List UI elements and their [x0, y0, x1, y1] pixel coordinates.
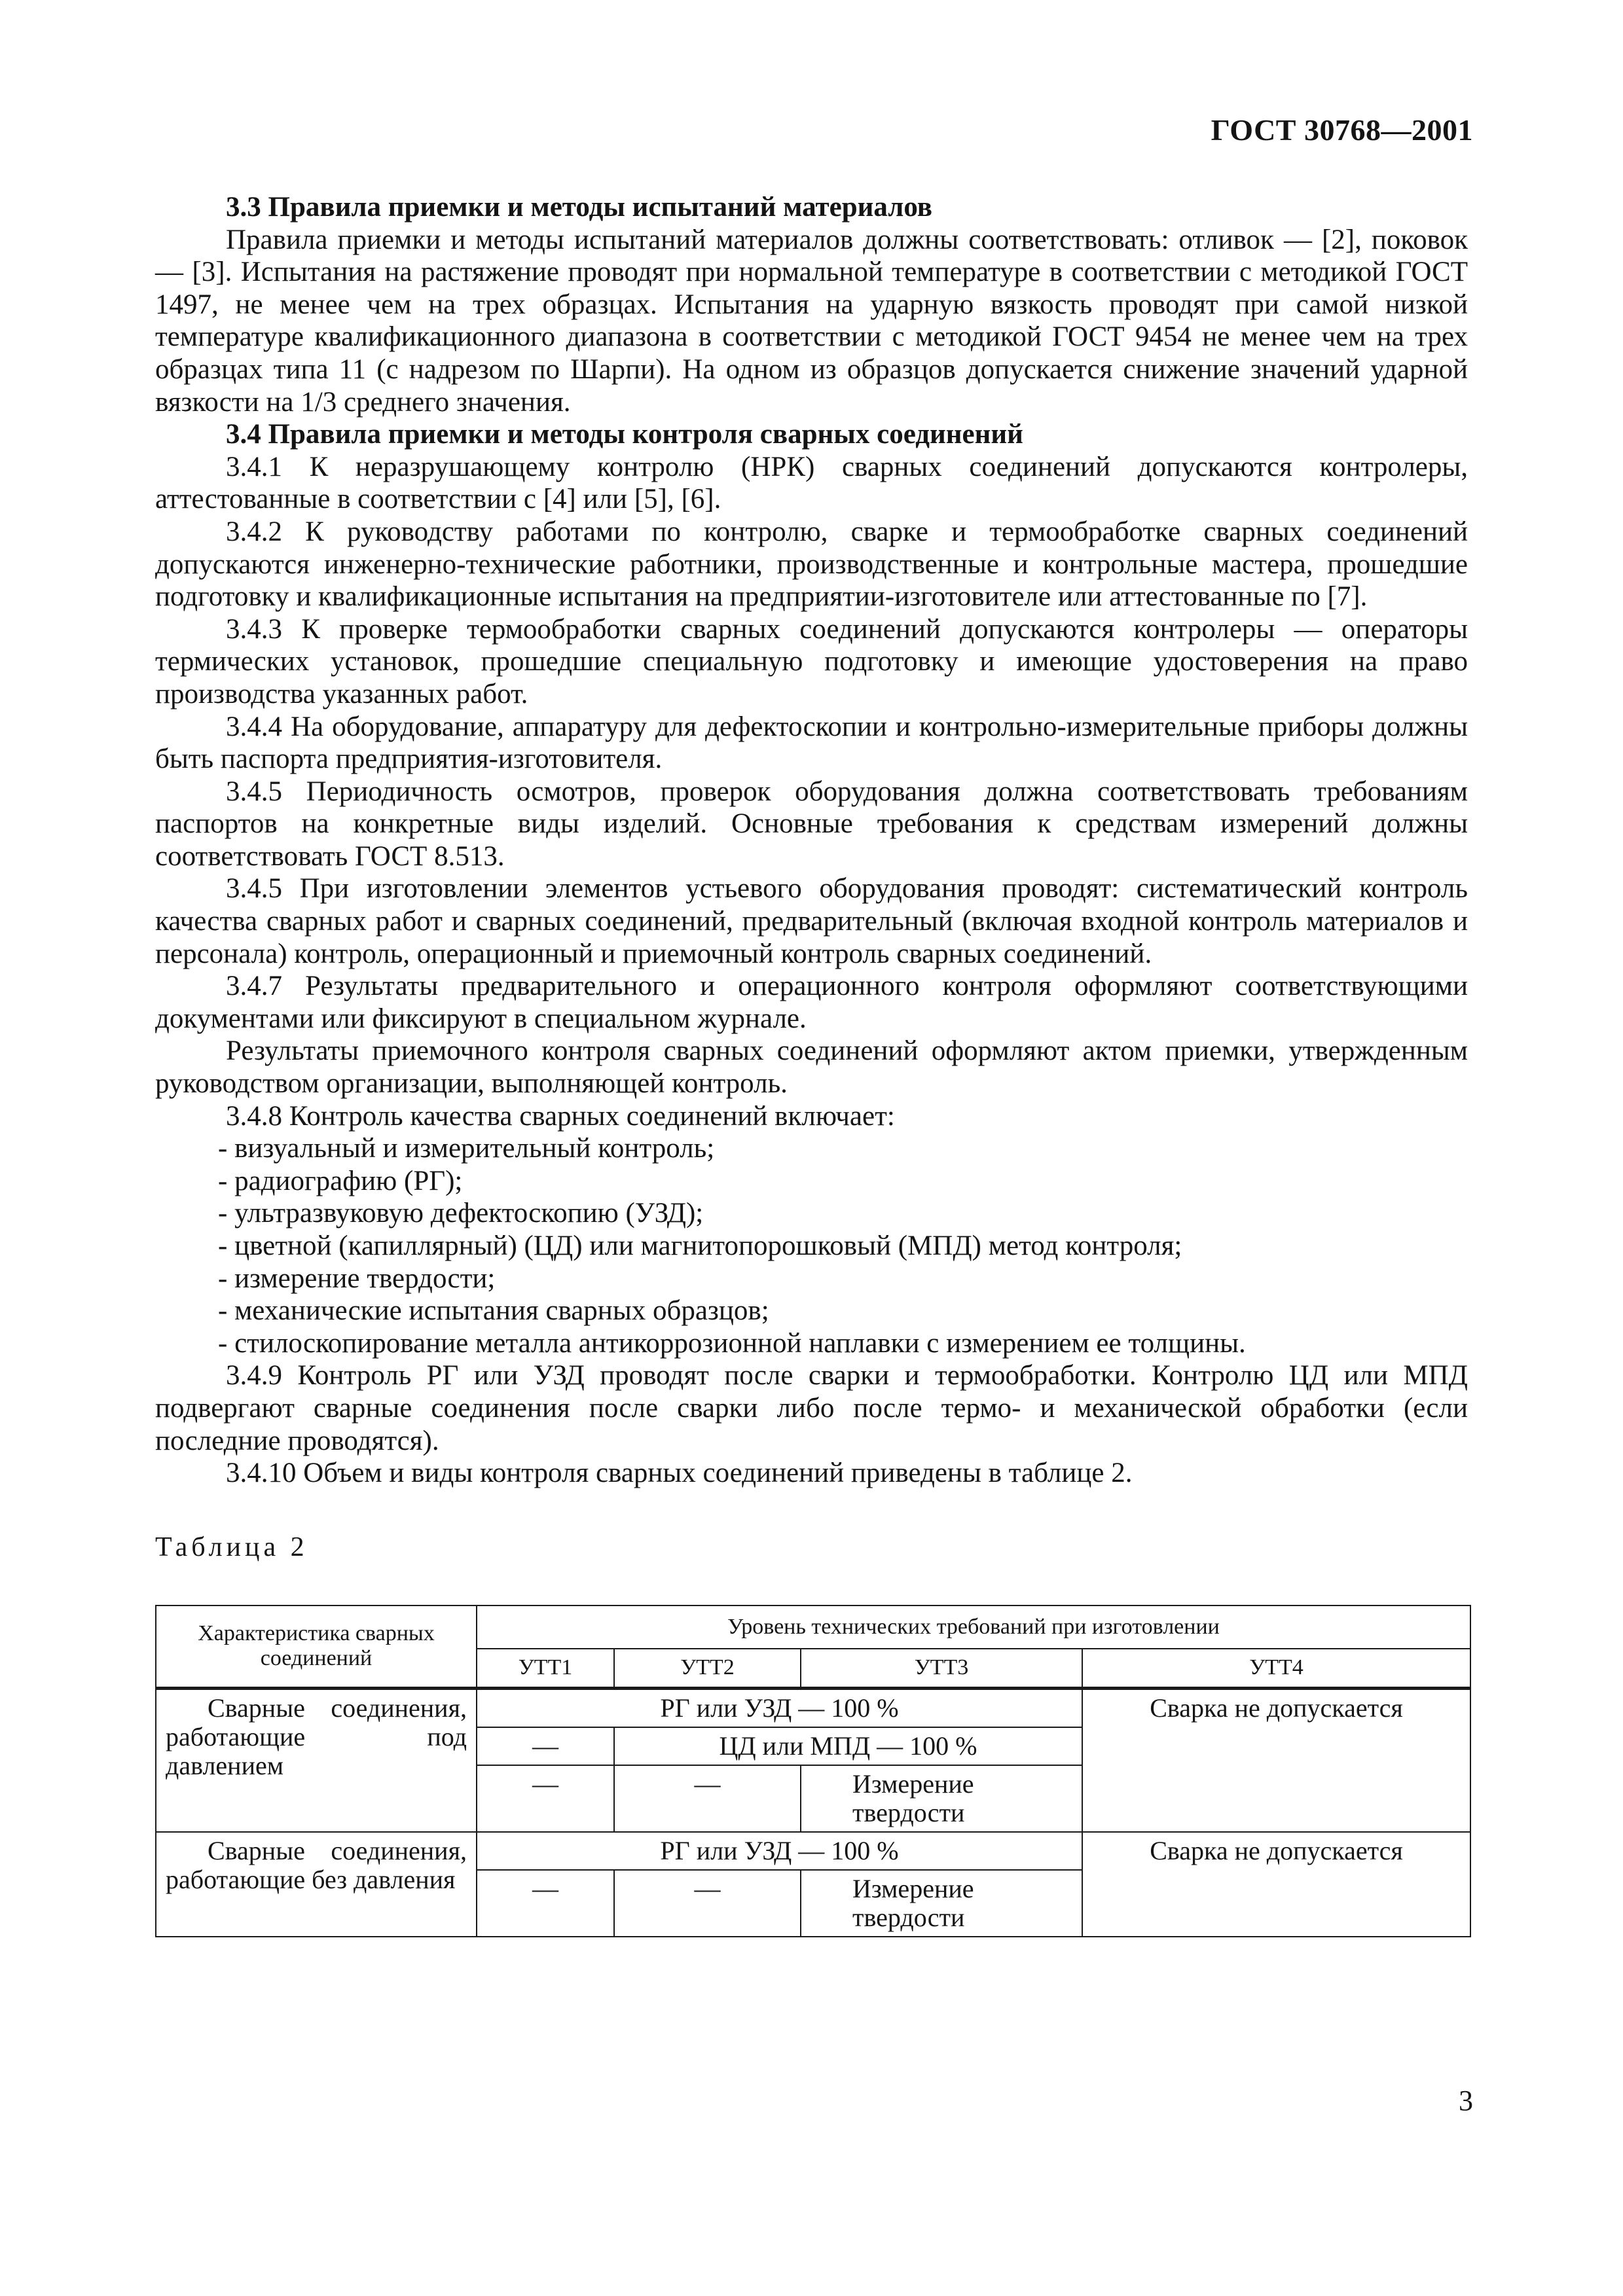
list-item: - механические испытания сварных образцов; — [218, 1295, 769, 1327]
column-header-characteristic: Характеристика сварных соединений — [156, 1605, 477, 1688]
column-header-utt3: УТТ3 — [801, 1649, 1082, 1688]
row-label-no-pressure — [156, 1832, 477, 1937]
table-cell: — — [614, 1870, 801, 1937]
column-header-utt1: УТТ1 — [477, 1649, 614, 1688]
table-cell: — — [477, 1870, 614, 1937]
control-table — [155, 1605, 1471, 1937]
column-header-levels: Уровень технических требований при изготовлении — [477, 1605, 1470, 1649]
column-header-utt2: УТТ2 — [614, 1649, 801, 1688]
table-cell: Сварка не допускается — [1082, 1832, 1470, 1937]
list-item: - визуальный и измерительный контроль; — [218, 1133, 715, 1164]
table-cell: РГ или УЗД — 100 % — [477, 1688, 1082, 1727]
list-item: - измерение твердости; — [218, 1263, 496, 1294]
section-heading: 3.4 Правила приемки и методы контроля сварных соединений — [226, 419, 1023, 450]
paragraph: Результаты приемочного контроля сварных соединений оформляют актом приемки, утвержденным руководством организации, выполняющей контроль. — [155, 1035, 1468, 1100]
paragraph: 3.4.2 К руководству работами по контролю, сварке и термообработке сварных соединений допускаются инженерно-технические работники, производственные и контрольные мастера, прошедшие подготовку и квалификационные испытания на предприятии-изготовителе или аттестованные по [7]. — [155, 516, 1468, 613]
section-heading: 3.3 Правила приемки и методы испытаний материалов — [226, 192, 933, 223]
paragraph: 3.4.5 Периодичность осмотров, проверок оборудования должна соответствовать требованиям паспортов на конкретные виды изделий. Основные требования к средствам измерений должны соответствовать ГОСТ 8.513. — [155, 776, 1468, 872]
column-header-utt4: УТТ4 — [1082, 1649, 1470, 1688]
table-cell: — — [477, 1765, 614, 1832]
row-label-text: Сварные соединения, работающие под давлением — [166, 1693, 467, 1780]
list-item: - ультразвуковую дефектоскопию (УЗД); — [218, 1198, 704, 1229]
paragraph: 3.4.8 Контроль качества сварных соединений включает: — [226, 1100, 895, 1132]
document-body — [155, 191, 1468, 1490]
paragraph: 3.4.7 Результаты предварительного и операционного контроля оформляют соответствующими документами или фиксируют в специальном журнале. — [155, 971, 1468, 1034]
document-number: ГОСТ 30768—2001 — [1211, 113, 1473, 147]
list-item: - радиографию (РГ); — [218, 1165, 463, 1196]
table-cell: — — [614, 1765, 801, 1832]
paragraph: 3.4.4 На оборудование, аппаратуру для дефектоскопии и контрольно-измерительные приборы должны быть паспорта предприятия-изготовителя. — [155, 711, 1468, 775]
page-number: 3 — [1459, 2085, 1473, 2117]
table-row — [156, 1688, 1470, 1727]
paragraph: 3.4.9 Контроль РГ или УЗД проводят после сварки и термообработки. Контролю ЦД или МПД подвергают сварные соединения после сварки либо после термо- и механической обработки (если последние проводятся). — [155, 1360, 1468, 1456]
table-cell: РГ или УЗД — 100 % — [477, 1832, 1082, 1870]
table-cell: — — [477, 1727, 614, 1765]
row-label-pressure — [156, 1688, 477, 1832]
list-item: - стилоскопирование металла антикоррозионной наплавки с измерением ее толщины. — [218, 1327, 1246, 1359]
table-row — [156, 1832, 1470, 1870]
table-header-row — [156, 1605, 1470, 1649]
paragraph: 3.4.3 К проверке термообработки сварных соединений допускаются контролеры — операторы термических установок, прошедшие специальную подготовку и имеющие удостоверения на право производства указанных работ. — [155, 613, 1468, 709]
table-caption: Таблица 2 — [155, 1532, 308, 1562]
paragraph: Правила приемки и методы испытаний материалов должны соответствовать: отливок — [2], поковок — [3]. Испытания на растяжение проводят при нормальной температуре в соответствии с методикой ГОСТ 1497, не менее чем на трех образцах. Испытания на ударную вязкость проводят при самой низкой температуре квалификационного диапазона в соответствии с методикой ГОСТ 9454 не менее чем на трех образцах типа 11 (с надрезом по Шарпи). На одном из образцов допускается снижение значений ударной вязкости на 1/3 среднего значения. — [155, 224, 1468, 418]
list-item: - цветной (капиллярный) (ЦД) или магнитопорошковый (МПД) метод контроля; — [218, 1230, 1182, 1261]
table-cell: Сварка не допускается — [1082, 1688, 1470, 1832]
paragraph: 3.4.10 Объем и виды контроля сварных соединений приведены в таблице 2. — [226, 1458, 1133, 1489]
table-cell: Измерение твердости — [801, 1765, 1082, 1832]
table-cell: ЦД или МПД — 100 % — [614, 1727, 1082, 1765]
row-label-text: Сварные соединения, работающие без давления — [166, 1835, 467, 1894]
paragraph: 3.4.1 К неразрушающему контролю (НРК) сварных соединений допускаются контролеры, аттестованные в соответствии с [4] или [5], [6]. — [155, 451, 1468, 515]
table-cell: Измерение твердости — [801, 1870, 1082, 1937]
paragraph: 3.4.5 При изготовлении элементов устьевого оборудования проводят: систематический контроль качества сварных работ и сварных соединений, предварительный (включая входной контроль материалов и персонала) контроль, операционный и приемочный контроль сварных соединений. — [155, 873, 1468, 969]
